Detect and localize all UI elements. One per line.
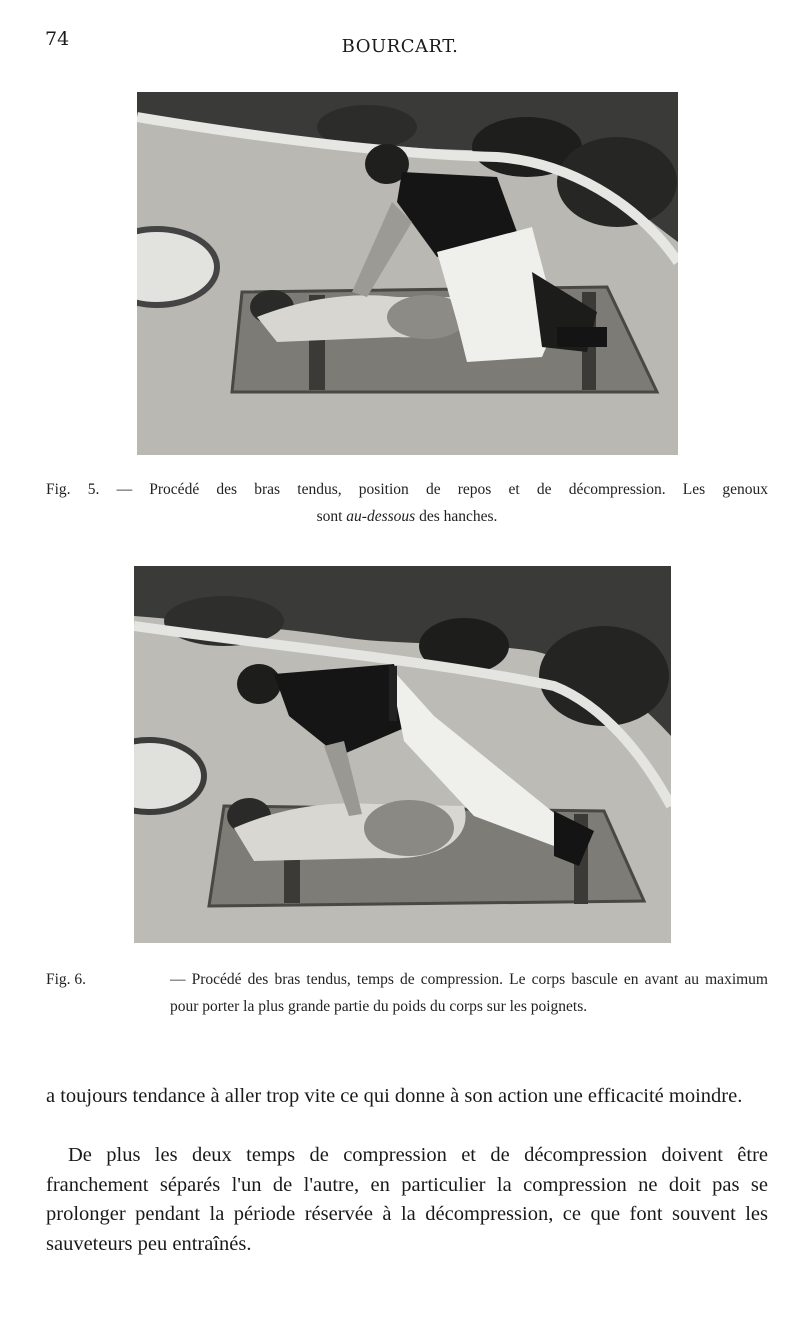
figure-5-caption-continuation: sont xyxy=(316,508,347,525)
figure-5-caption-line2 xyxy=(46,503,768,530)
figure-5-caption-text: — Procédé des bras tendus, position de repos et de décompression. Les genoux xyxy=(116,481,768,498)
figure-6-photograph xyxy=(134,566,671,943)
figure-5-illustration xyxy=(137,92,678,455)
figure-5-caption-end: des hanches. xyxy=(415,508,498,525)
figure-6-illustration xyxy=(134,566,671,943)
figure-6-caption xyxy=(46,966,768,1020)
body-paragraph-2: De plus les deux temps de compression et de décompression doivent être franchement séparés l'un de l'autre, en particulier la compression ne doit pas se prolonger pendant la période réservée à la décompression, ce que font souvent les sauveteurs peu entraînés. xyxy=(46,1144,768,1255)
body-paragraph-1: a toujours tendance à aller trop vite ce qui donne à son action une efficacité moindre. xyxy=(46,1085,743,1107)
figure-5-caption-emphasis: au-dessous xyxy=(346,508,416,525)
figure-5-photograph xyxy=(137,92,678,455)
page-number: 74 xyxy=(45,28,70,50)
running-head: BOURCART. xyxy=(341,36,459,57)
figure-5-label: Fig. 5. xyxy=(46,481,100,498)
figure-6-caption-text: — Procédé des bras tendus, temps de compression. Le corps bascule en avant au maximum pour porter la plus grande partie du poids du corps sur les poignets. xyxy=(170,971,768,1015)
figure-5-caption xyxy=(46,476,768,530)
figure-5-caption-line1 xyxy=(46,476,768,503)
figure-6-label: Fig. 6. xyxy=(46,971,87,988)
